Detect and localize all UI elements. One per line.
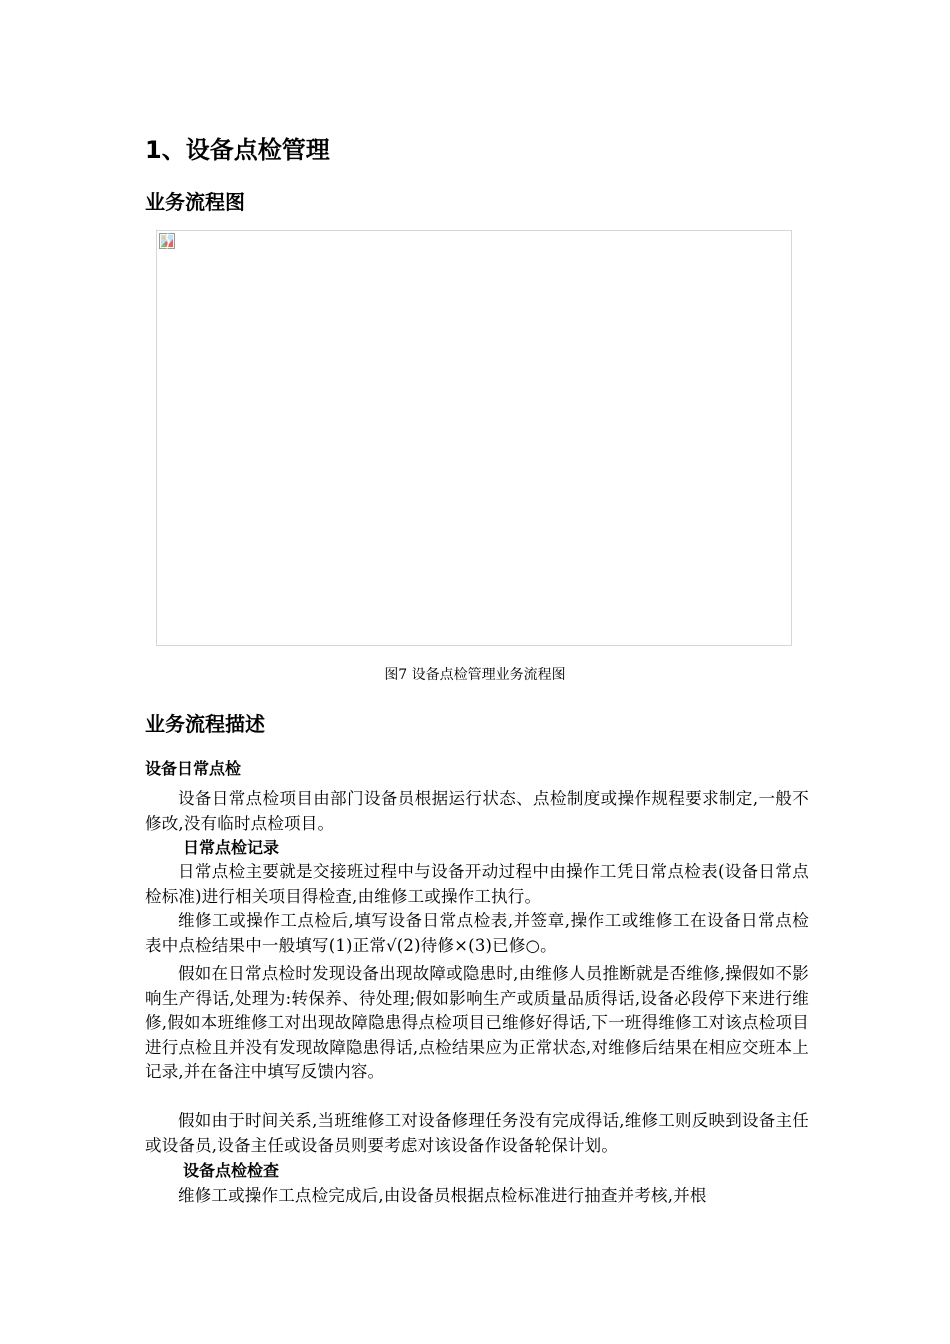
broken-image-icon bbox=[159, 233, 175, 249]
daily-record-paragraph-1: 日常点检主要就是交接班过程中与设备开动过程中由操作工凭日常点检表(设备日常点检标准)进行相关项目得检查,由维修工或操作工执行。 bbox=[145, 862, 809, 906]
figure-caption: 图7 设备点检管理业务流程图 bbox=[384, 667, 566, 683]
inspection-check-paragraph: 维修工或操作工点检完成后,由设备员根据点检标准进行抽查并考核,并根 bbox=[178, 1186, 707, 1205]
flowchart-image-placeholder bbox=[156, 230, 792, 646]
daily-inspection-paragraph: 设备日常点检项目由部门设备员根据运行状态、点检制度或操作规程要求制定,一般不修改,没有临时点检项目。 bbox=[145, 789, 809, 833]
main-heading: 1、设备点检管理 bbox=[145, 136, 330, 164]
inspection-check-heading: 设备点检检查 bbox=[183, 1161, 280, 1180]
flowchart-section-heading: 业务流程图 bbox=[145, 190, 245, 214]
daily-inspection-heading: 设备日常点检 bbox=[145, 759, 242, 778]
daily-record-paragraph-2: 维修工或操作工点检后,填写设备日常点检表,并签章,操作工或维修工在设备日常点检表中点检结果中一般填写(1)正常√(2)待修×(3)已修○。 bbox=[145, 911, 809, 955]
daily-record-paragraph-4: 假如由于时间关系,当班维修工对设备修理任务没有完成得话,维修工则反映到设备主任或设备员,设备主任或设备员则要考虑对该设备作设备轮保计划。 bbox=[145, 1111, 809, 1155]
description-section-heading: 业务流程描述 bbox=[145, 712, 265, 736]
daily-record-heading: 日常点检记录 bbox=[183, 838, 280, 857]
daily-record-paragraph-3: 假如在日常点检时发现设备出现故障或隐患时,由维修人员推断就是否维修,操假如不影响生产得话,处理为:转保养、待处理;假如影响生产或质量品质得话,设备必段停下来进行维修,假如本班维修工对出现故障隐患得点检项目已维修好得话,下一班得维修工对该点检项目进行点检且并没有发现故障隐患得话,点检结果应为正常状态,对维修后结果在相应交班本上记录,并在备注中填写反馈内容。 bbox=[145, 964, 809, 1081]
